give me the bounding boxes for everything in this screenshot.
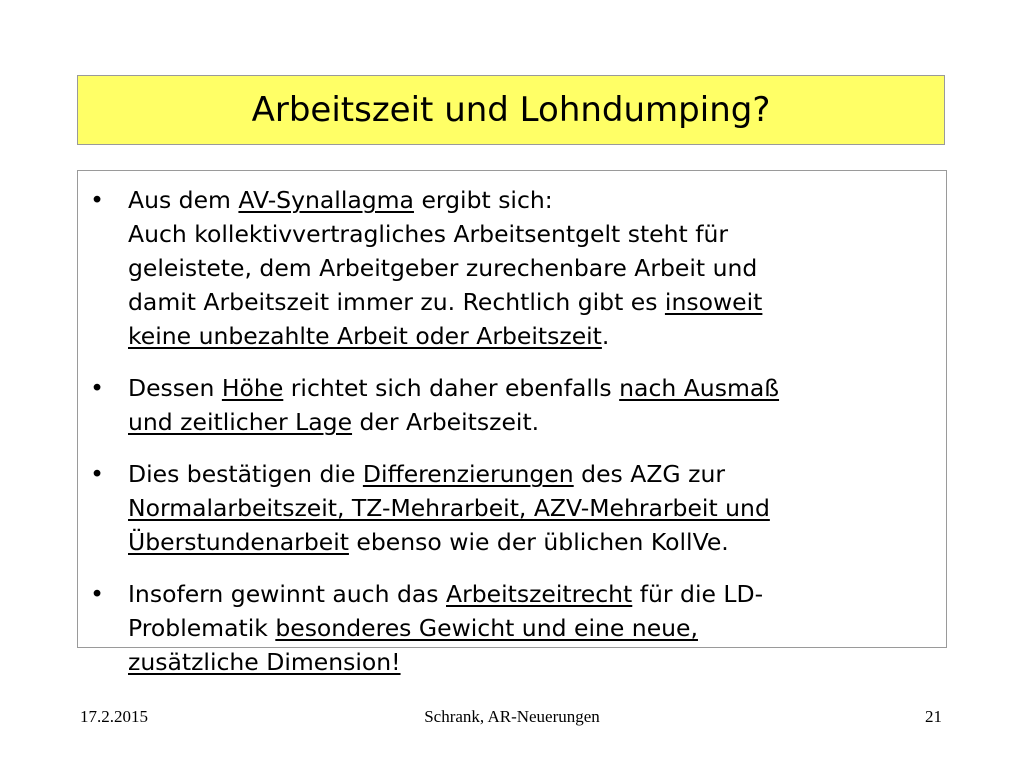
underlined-term: AV-Synallagma	[238, 186, 414, 214]
footer-author: Schrank, AR-Neuerungen	[424, 707, 600, 726]
slide-title: Arbeitszeit und Lohndumping?	[251, 90, 771, 130]
bullet-3-line-2: Normalarbeitszeit, TZ-Mehrarbeit, AZV-Mehrarbeit und	[128, 494, 770, 522]
bullet-item-4	[78, 577, 946, 679]
bullet-1-line-3: geleistete, dem Arbeitgeber zurechenbare Arbeit und	[128, 254, 758, 282]
bullet-1-line-5: keine unbezahlte Arbeit oder Arbeitszeit.	[128, 322, 610, 350]
bullet-item-1	[78, 183, 946, 353]
bullet-1-line-1: Aus dem AV-Synallagma ergibt sich:	[128, 186, 553, 214]
bullet-icon: •	[90, 580, 104, 608]
bullet-item-3	[78, 457, 946, 559]
bullet-icon: •	[90, 186, 104, 214]
footer-date: 17.2.2015	[80, 707, 148, 726]
bullet-icon: •	[90, 460, 104, 488]
underlined-term: besonderes Gewicht und eine neue,	[275, 614, 698, 642]
bullet-4-line-2: Problematik besonderes Gewicht und eine neue,	[128, 614, 698, 642]
underlined-term: Höhe	[221, 374, 284, 402]
bullet-4-line-3: zusätzliche Dimension!	[128, 648, 401, 676]
bullet-1-line-2: Auch kollektivvertragliches Arbeitsentgelt steht für	[128, 220, 729, 248]
bullet-3-line-1: Dies bestätigen die Differenzierungen des AZG zur	[128, 460, 726, 488]
bullet-1-line-4: damit Arbeitszeit immer zu. Rechtlich gibt es insoweit	[128, 288, 763, 316]
bullet-list	[78, 183, 946, 697]
underlined-term: nach Ausmaß	[619, 374, 780, 402]
underlined-term: Arbeitszeitrecht	[446, 580, 633, 608]
underlined-term: insoweit	[664, 288, 763, 316]
underlined-term: keine unbezahlte Arbeit oder Arbeitszeit	[128, 322, 602, 350]
bullet-icon: •	[90, 374, 104, 402]
bullet-item-2	[78, 371, 946, 439]
bullet-4-line-1: Insofern gewinnt auch das Arbeitszeitrecht für die LD-	[128, 580, 764, 608]
underlined-term: und zeitlicher Lage	[128, 408, 353, 436]
content-box	[77, 170, 947, 676]
footer-page-number: 21	[925, 707, 942, 726]
bullet-3-line-3: Überstundenarbeit ebenso wie der üblichen KollVe.	[128, 528, 729, 556]
underlined-term: Differenzierungen	[362, 460, 574, 488]
title-box	[77, 75, 945, 145]
bullet-2-line-1: Dessen Höhe richtet sich daher ebenfalls nach Ausmaß	[128, 374, 780, 402]
underlined-term: Überstundenarbeit	[128, 528, 349, 556]
bullet-2-line-2: und zeitlicher Lage der Arbeitszeit.	[128, 408, 540, 436]
